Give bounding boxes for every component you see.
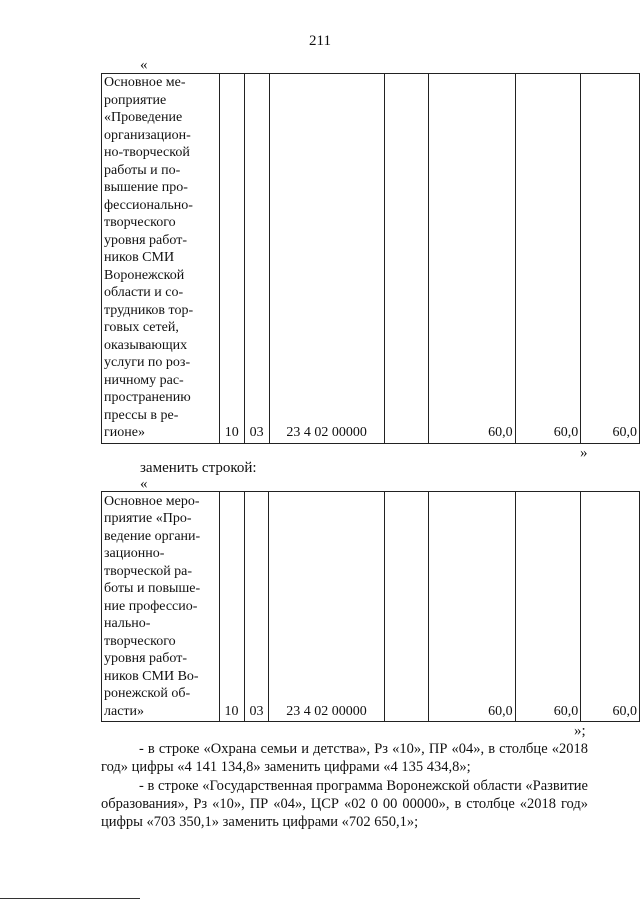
csr-cell: 23 4 02 00000 [269, 492, 384, 722]
value-cell-1: 60,0 [429, 74, 515, 444]
budget-table-old [101, 73, 640, 444]
row-name-cell: Основное ме- роприятие «Проведение организацион- но-творческой работы и по- вышение про- фессионально- творческого уровня работ- ников СМИ Воронежской области и со- трудников тор- говых сетей, оказывающих услуги по роз- ничному рас- пространению прессы в ре- гионе» [102, 74, 220, 444]
quote-close-1: » [580, 445, 588, 461]
budget-table-new [101, 491, 640, 722]
row-name-cell: Основное меро- приятие «Про- ведение органи- зационно- творческой ра- боты и повыше- ние профессио- нально- творческого уровня работ- ников СМИ Во- ронежской об- ласти» [102, 492, 220, 722]
value-cell-2: 60,0 [515, 74, 581, 444]
value-cell-2: 60,0 [515, 492, 581, 722]
quote-open-2: « [140, 476, 148, 492]
replace-text: заменить строкой: [140, 460, 257, 476]
pr-cell: 03 [244, 492, 269, 722]
amendment-paragraph-2: - в строке «Государственная программа Воронежской области «Развитие образования», Рз «10», ПР «04», ЦСР «02 0 00 00000», в столбце «2018 год» цифры «703 350,1» заменить цифрами «702 650,1»; [101, 778, 588, 830]
vr-cell [384, 74, 429, 444]
pr-cell: 03 [244, 74, 269, 444]
quote-open-1: « [140, 57, 148, 73]
value-cell-3: 60,0 [581, 492, 640, 722]
value-cell-1: 60,0 [429, 492, 515, 722]
value-cell-3: 60,0 [581, 74, 640, 444]
page-number: 211 [309, 33, 331, 49]
amendment-paragraph-1: - в строке «Охрана семьи и детства», Рз «10», ПР «04», в столбце «2018 год» цифры «4 141 134,8» заменить цифрами «4 135 434,8»; [101, 741, 588, 775]
vr-cell [384, 492, 429, 722]
footer-divider [0, 898, 140, 899]
quote-close-2: »; [574, 723, 586, 739]
rz-cell: 10 [219, 74, 244, 444]
table-row [102, 74, 640, 444]
csr-cell: 23 4 02 00000 [269, 74, 384, 444]
rz-cell: 10 [219, 492, 244, 722]
table-row [102, 492, 640, 722]
